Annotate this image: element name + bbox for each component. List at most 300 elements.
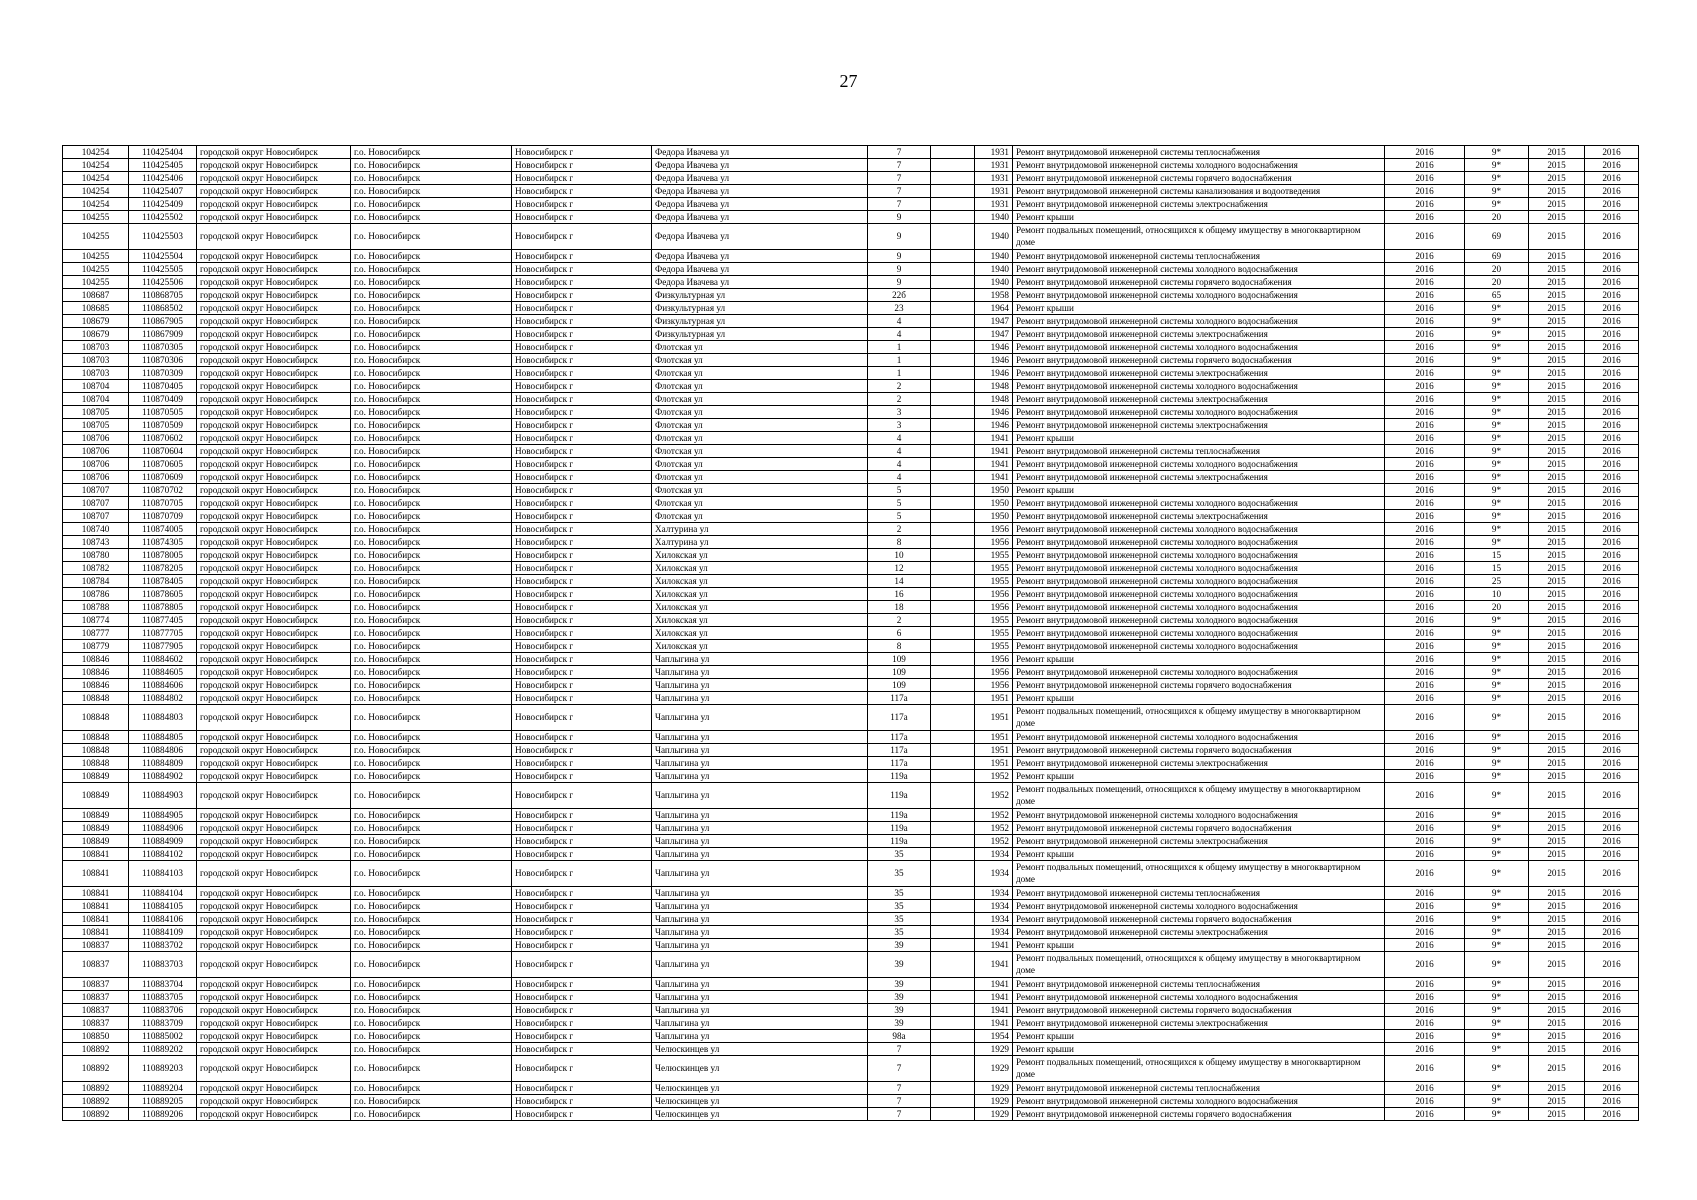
construction-year-cell: 1946 bbox=[975, 406, 1013, 419]
table-row bbox=[63, 445, 1639, 458]
period-start-cell: 2015 bbox=[1529, 146, 1585, 159]
period-end-cell: 2016 bbox=[1585, 848, 1639, 861]
work-type-cell: Ремонт внутридомовой инженерной системы холодного водоснабжения bbox=[1013, 627, 1385, 640]
house-number-cell: 7 bbox=[868, 1056, 931, 1082]
building-cell bbox=[931, 185, 975, 198]
street-cell: Флотская ул bbox=[652, 406, 868, 419]
street-cell: Флотская ул bbox=[652, 354, 868, 367]
construction-year-cell: 1941 bbox=[975, 991, 1013, 1004]
construction-year-cell: 1931 bbox=[975, 159, 1013, 172]
settlement-cell: Новосибирск г bbox=[512, 497, 652, 510]
street-cell: Чаплыгина ул bbox=[652, 705, 868, 731]
house-number-cell: 4 bbox=[868, 432, 931, 445]
period-start-cell: 2015 bbox=[1529, 978, 1585, 991]
period-start-cell: 2015 bbox=[1529, 549, 1585, 562]
work-type-cell: Ремонт внутридомовой инженерной системы холодного водоснабжения bbox=[1013, 341, 1385, 354]
construction-year-cell: 1956 bbox=[975, 523, 1013, 536]
period-start-cell: 2015 bbox=[1529, 887, 1585, 900]
construction-year-cell: 1955 bbox=[975, 640, 1013, 653]
table-row bbox=[63, 419, 1639, 432]
period-end-cell: 2016 bbox=[1585, 406, 1639, 419]
settlement-cell: Новосибирск г bbox=[512, 341, 652, 354]
building-cell bbox=[931, 991, 975, 1004]
period-end-cell: 2016 bbox=[1585, 653, 1639, 666]
table-row bbox=[63, 549, 1639, 562]
cost-cell: 9* bbox=[1465, 809, 1529, 822]
record-id-cell: 108841 bbox=[63, 861, 129, 887]
municipality-cell: городской округ Новосибирск bbox=[197, 601, 351, 614]
work-id-cell: 110874005 bbox=[129, 523, 197, 536]
table-row bbox=[63, 731, 1639, 744]
period-start-cell: 2015 bbox=[1529, 159, 1585, 172]
municipality-cell: городской округ Новосибирск bbox=[197, 861, 351, 887]
house-number-cell: 35 bbox=[868, 848, 931, 861]
settlement-cell: Новосибирск г bbox=[512, 627, 652, 640]
work-type-cell: Ремонт внутридомовой инженерной системы горячего водоснабжения bbox=[1013, 1004, 1385, 1017]
record-id-cell: 108849 bbox=[63, 822, 129, 835]
record-id-cell: 104255 bbox=[63, 211, 129, 224]
house-number-cell: 117а bbox=[868, 731, 931, 744]
house-number-cell: 6 bbox=[868, 627, 931, 640]
urban-district-cell: г.о. Новосибирск bbox=[351, 913, 512, 926]
period-start-cell: 2015 bbox=[1529, 1056, 1585, 1082]
work-id-cell: 110883704 bbox=[129, 978, 197, 991]
house-number-cell: 9 bbox=[868, 276, 931, 289]
plan-year-cell: 2016 bbox=[1385, 484, 1465, 497]
street-cell: Хилокская ул bbox=[652, 562, 868, 575]
urban-district-cell: г.о. Новосибирск bbox=[351, 614, 512, 627]
municipality-cell: городской округ Новосибирск bbox=[197, 419, 351, 432]
construction-year-cell: 1956 bbox=[975, 679, 1013, 692]
work-type-cell: Ремонт внутридомовой инженерной системы холодного водоснабжения bbox=[1013, 458, 1385, 471]
work-id-cell: 110870305 bbox=[129, 341, 197, 354]
municipality-cell: городской округ Новосибирск bbox=[197, 536, 351, 549]
work-id-cell: 110868705 bbox=[129, 289, 197, 302]
street-cell: Хилокская ул bbox=[652, 601, 868, 614]
table-row bbox=[63, 614, 1639, 627]
work-type-cell: Ремонт внутридомовой инженерной системы холодного водоснабжения bbox=[1013, 588, 1385, 601]
work-type-cell: Ремонт внутридомовой инженерной системы горячего водоснабжения bbox=[1013, 276, 1385, 289]
municipality-cell: городской округ Новосибирск bbox=[197, 666, 351, 679]
house-number-cell: 4 bbox=[868, 315, 931, 328]
construction-year-cell: 1940 bbox=[975, 211, 1013, 224]
plan-year-cell: 2016 bbox=[1385, 601, 1465, 614]
building-cell bbox=[931, 640, 975, 653]
construction-year-cell: 1929 bbox=[975, 1056, 1013, 1082]
record-id-cell: 104254 bbox=[63, 172, 129, 185]
plan-year-cell: 2016 bbox=[1385, 393, 1465, 406]
construction-year-cell: 1934 bbox=[975, 900, 1013, 913]
plan-year-cell: 2016 bbox=[1385, 666, 1465, 679]
table-row bbox=[63, 367, 1639, 380]
building-cell bbox=[931, 172, 975, 185]
work-type-cell: Ремонт внутридомовой инженерной системы теплоснабжения bbox=[1013, 445, 1385, 458]
settlement-cell: Новосибирск г bbox=[512, 614, 652, 627]
work-type-cell: Ремонт внутридомовой инженерной системы холодного водоснабжения bbox=[1013, 601, 1385, 614]
municipality-cell: городской округ Новосибирск bbox=[197, 393, 351, 406]
work-id-cell: 110870702 bbox=[129, 484, 197, 497]
work-id-cell: 110878005 bbox=[129, 549, 197, 562]
record-id-cell: 104255 bbox=[63, 250, 129, 263]
table-row bbox=[63, 666, 1639, 679]
plan-year-cell: 2016 bbox=[1385, 1082, 1465, 1095]
work-id-cell: 110884809 bbox=[129, 757, 197, 770]
table-row bbox=[63, 1043, 1639, 1056]
settlement-cell: Новосибирск г bbox=[512, 198, 652, 211]
period-end-cell: 2016 bbox=[1585, 809, 1639, 822]
record-id-cell: 108846 bbox=[63, 666, 129, 679]
building-cell bbox=[931, 1030, 975, 1043]
period-end-cell: 2016 bbox=[1585, 458, 1639, 471]
street-cell: Флотская ул bbox=[652, 432, 868, 445]
period-end-cell: 2016 bbox=[1585, 1004, 1639, 1017]
work-id-cell: 110870705 bbox=[129, 497, 197, 510]
municipality-cell: городской округ Новосибирск bbox=[197, 445, 351, 458]
construction-year-cell: 1951 bbox=[975, 744, 1013, 757]
building-cell bbox=[931, 744, 975, 757]
municipality-cell: городской округ Новосибирск bbox=[197, 640, 351, 653]
record-id-cell: 108706 bbox=[63, 458, 129, 471]
building-cell bbox=[931, 783, 975, 809]
urban-district-cell: г.о. Новосибирск bbox=[351, 705, 512, 731]
work-type-cell: Ремонт подвальных помещений, относящихся к общему имуществу в многоквартирном доме bbox=[1013, 705, 1385, 731]
period-end-cell: 2016 bbox=[1585, 1030, 1639, 1043]
plan-year-cell: 2016 bbox=[1385, 575, 1465, 588]
table-row bbox=[63, 497, 1639, 510]
cost-cell: 9* bbox=[1465, 770, 1529, 783]
period-end-cell: 2016 bbox=[1585, 731, 1639, 744]
settlement-cell: Новосибирск г bbox=[512, 302, 652, 315]
street-cell: Федора Ивачева ул bbox=[652, 185, 868, 198]
cost-cell: 9* bbox=[1465, 159, 1529, 172]
period-end-cell: 2016 bbox=[1585, 1017, 1639, 1030]
urban-district-cell: г.о. Новосибирск bbox=[351, 471, 512, 484]
building-cell bbox=[931, 354, 975, 367]
plan-year-cell: 2016 bbox=[1385, 1043, 1465, 1056]
construction-year-cell: 1934 bbox=[975, 848, 1013, 861]
work-type-cell: Ремонт подвальных помещений, относящихся к общему имуществу в многоквартирном доме bbox=[1013, 1056, 1385, 1082]
record-id-cell: 108786 bbox=[63, 588, 129, 601]
construction-year-cell: 1934 bbox=[975, 913, 1013, 926]
record-id-cell: 108779 bbox=[63, 640, 129, 653]
house-number-cell: 2 bbox=[868, 393, 931, 406]
period-start-cell: 2015 bbox=[1529, 991, 1585, 1004]
period-end-cell: 2016 bbox=[1585, 562, 1639, 575]
urban-district-cell: г.о. Новосибирск bbox=[351, 978, 512, 991]
work-id-cell: 110889206 bbox=[129, 1108, 197, 1121]
cost-cell: 9* bbox=[1465, 458, 1529, 471]
work-type-cell: Ремонт внутридомовой инженерной системы теплоснабжения bbox=[1013, 250, 1385, 263]
period-end-cell: 2016 bbox=[1585, 939, 1639, 952]
period-end-cell: 2016 bbox=[1585, 393, 1639, 406]
street-cell: Флотская ул bbox=[652, 458, 868, 471]
period-end-cell: 2016 bbox=[1585, 1082, 1639, 1095]
house-number-cell: 5 bbox=[868, 484, 931, 497]
construction-year-cell: 1950 bbox=[975, 510, 1013, 523]
cost-cell: 9* bbox=[1465, 497, 1529, 510]
work-id-cell: 110885002 bbox=[129, 1030, 197, 1043]
table-row bbox=[63, 1030, 1639, 1043]
cost-cell: 9* bbox=[1465, 406, 1529, 419]
municipality-cell: городской округ Новосибирск bbox=[197, 1004, 351, 1017]
plan-year-cell: 2016 bbox=[1385, 861, 1465, 887]
record-id-cell: 108687 bbox=[63, 289, 129, 302]
house-number-cell: 39 bbox=[868, 978, 931, 991]
building-cell bbox=[931, 900, 975, 913]
house-number-cell: 35 bbox=[868, 926, 931, 939]
work-type-cell: Ремонт крыши bbox=[1013, 848, 1385, 861]
work-id-cell: 110884605 bbox=[129, 666, 197, 679]
settlement-cell: Новосибирск г bbox=[512, 757, 652, 770]
work-id-cell: 110884104 bbox=[129, 887, 197, 900]
construction-year-cell: 1941 bbox=[975, 1017, 1013, 1030]
urban-district-cell: г.о. Новосибирск bbox=[351, 939, 512, 952]
period-end-cell: 2016 bbox=[1585, 224, 1639, 250]
urban-district-cell: г.о. Новосибирск bbox=[351, 198, 512, 211]
settlement-cell: Новосибирск г bbox=[512, 679, 652, 692]
urban-district-cell: г.о. Новосибирск bbox=[351, 328, 512, 341]
work-type-cell: Ремонт внутридомовой инженерной системы горячего водоснабжения bbox=[1013, 913, 1385, 926]
plan-year-cell: 2016 bbox=[1385, 172, 1465, 185]
plan-year-cell: 2016 bbox=[1385, 328, 1465, 341]
table-row bbox=[63, 1082, 1639, 1095]
urban-district-cell: г.о. Новосибирск bbox=[351, 692, 512, 705]
building-cell bbox=[931, 627, 975, 640]
construction-year-cell: 1931 bbox=[975, 172, 1013, 185]
work-type-cell: Ремонт внутридомовой инженерной системы электроснабжения bbox=[1013, 393, 1385, 406]
record-id-cell: 108837 bbox=[63, 1017, 129, 1030]
period-start-cell: 2015 bbox=[1529, 692, 1585, 705]
record-id-cell: 108782 bbox=[63, 562, 129, 575]
period-start-cell: 2015 bbox=[1529, 913, 1585, 926]
cost-cell: 9* bbox=[1465, 419, 1529, 432]
period-start-cell: 2015 bbox=[1529, 289, 1585, 302]
cost-cell: 9* bbox=[1465, 913, 1529, 926]
work-type-cell: Ремонт крыши bbox=[1013, 692, 1385, 705]
construction-year-cell: 1956 bbox=[975, 601, 1013, 614]
work-type-cell: Ремонт внутридомовой инженерной системы электроснабжения bbox=[1013, 1017, 1385, 1030]
table-row bbox=[63, 159, 1639, 172]
settlement-cell: Новосибирск г bbox=[512, 1082, 652, 1095]
cost-cell: 15 bbox=[1465, 549, 1529, 562]
settlement-cell: Новосибирск г bbox=[512, 510, 652, 523]
municipality-cell: городской округ Новосибирск bbox=[197, 588, 351, 601]
urban-district-cell: г.о. Новосибирск bbox=[351, 315, 512, 328]
settlement-cell: Новосибирск г bbox=[512, 419, 652, 432]
period-end-cell: 2016 bbox=[1585, 744, 1639, 757]
work-type-cell: Ремонт внутридомовой инженерной системы холодного водоснабжения bbox=[1013, 666, 1385, 679]
street-cell: Чаплыгина ул bbox=[652, 913, 868, 926]
record-id-cell: 108892 bbox=[63, 1043, 129, 1056]
street-cell: Флотская ул bbox=[652, 341, 868, 354]
construction-year-cell: 1952 bbox=[975, 809, 1013, 822]
plan-year-cell: 2016 bbox=[1385, 848, 1465, 861]
municipality-cell: городской округ Новосибирск bbox=[197, 900, 351, 913]
plan-year-cell: 2016 bbox=[1385, 185, 1465, 198]
record-id-cell: 104255 bbox=[63, 224, 129, 250]
building-cell bbox=[931, 731, 975, 744]
house-number-cell: 12 bbox=[868, 562, 931, 575]
period-start-cell: 2015 bbox=[1529, 341, 1585, 354]
registry-table bbox=[62, 145, 1639, 1121]
work-id-cell: 110870509 bbox=[129, 419, 197, 432]
settlement-cell: Новосибирск г bbox=[512, 185, 652, 198]
cost-cell: 9* bbox=[1465, 1043, 1529, 1056]
work-type-cell: Ремонт внутридомовой инженерной системы горячего водоснабжения bbox=[1013, 1108, 1385, 1121]
period-start-cell: 2015 bbox=[1529, 276, 1585, 289]
table-row bbox=[63, 757, 1639, 770]
cost-cell: 9* bbox=[1465, 198, 1529, 211]
municipality-cell: городской округ Новосибирск bbox=[197, 731, 351, 744]
settlement-cell: Новосибирск г bbox=[512, 172, 652, 185]
period-start-cell: 2015 bbox=[1529, 510, 1585, 523]
record-id-cell: 108704 bbox=[63, 393, 129, 406]
house-number-cell: 3 bbox=[868, 419, 931, 432]
urban-district-cell: г.о. Новосибирск bbox=[351, 224, 512, 250]
work-id-cell: 110884806 bbox=[129, 744, 197, 757]
period-start-cell: 2015 bbox=[1529, 822, 1585, 835]
settlement-cell: Новосибирск г bbox=[512, 770, 652, 783]
table-row bbox=[63, 770, 1639, 783]
record-id-cell: 104254 bbox=[63, 198, 129, 211]
settlement-cell: Новосибирск г bbox=[512, 809, 652, 822]
record-id-cell: 108849 bbox=[63, 809, 129, 822]
table-row bbox=[63, 406, 1639, 419]
settlement-cell: Новосибирск г bbox=[512, 276, 652, 289]
settlement-cell: Новосибирск г bbox=[512, 822, 652, 835]
building-cell bbox=[931, 406, 975, 419]
settlement-cell: Новосибирск г bbox=[512, 562, 652, 575]
record-id-cell: 108679 bbox=[63, 315, 129, 328]
house-number-cell: 4 bbox=[868, 328, 931, 341]
table-row bbox=[63, 302, 1639, 315]
table-row bbox=[63, 276, 1639, 289]
municipality-cell: городской округ Новосибирск bbox=[197, 705, 351, 731]
construction-year-cell: 1941 bbox=[975, 952, 1013, 978]
settlement-cell: Новосибирск г bbox=[512, 900, 652, 913]
house-number-cell: 109 bbox=[868, 679, 931, 692]
building-cell bbox=[931, 367, 975, 380]
urban-district-cell: г.о. Новосибирск bbox=[351, 510, 512, 523]
work-id-cell: 110867905 bbox=[129, 315, 197, 328]
construction-year-cell: 1941 bbox=[975, 432, 1013, 445]
house-number-cell: 7 bbox=[868, 146, 931, 159]
work-id-cell: 110868502 bbox=[129, 302, 197, 315]
street-cell: Челюскинцев ул bbox=[652, 1108, 868, 1121]
record-id-cell: 108703 bbox=[63, 367, 129, 380]
plan-year-cell: 2016 bbox=[1385, 744, 1465, 757]
work-id-cell: 110874305 bbox=[129, 536, 197, 549]
record-id-cell: 108780 bbox=[63, 549, 129, 562]
record-id-cell: 108706 bbox=[63, 432, 129, 445]
record-id-cell: 108841 bbox=[63, 887, 129, 900]
plan-year-cell: 2016 bbox=[1385, 887, 1465, 900]
work-type-cell: Ремонт внутридомовой инженерной системы электроснабжения bbox=[1013, 471, 1385, 484]
plan-year-cell: 2016 bbox=[1385, 523, 1465, 536]
urban-district-cell: г.о. Новосибирск bbox=[351, 393, 512, 406]
urban-district-cell: г.о. Новосибирск bbox=[351, 809, 512, 822]
record-id-cell: 108848 bbox=[63, 744, 129, 757]
municipality-cell: городской округ Новосибирск bbox=[197, 224, 351, 250]
cost-cell: 9* bbox=[1465, 887, 1529, 900]
settlement-cell: Новосибирск г bbox=[512, 432, 652, 445]
work-type-cell: Ремонт внутридомовой инженерной системы теплоснабжения bbox=[1013, 1082, 1385, 1095]
period-start-cell: 2015 bbox=[1529, 783, 1585, 809]
street-cell: Флотская ул bbox=[652, 367, 868, 380]
street-cell: Чаплыгина ул bbox=[652, 666, 868, 679]
urban-district-cell: г.о. Новосибирск bbox=[351, 276, 512, 289]
table-row bbox=[63, 809, 1639, 822]
settlement-cell: Новосибирск г bbox=[512, 848, 652, 861]
street-cell: Чаплыгина ул bbox=[652, 926, 868, 939]
cost-cell: 9* bbox=[1465, 640, 1529, 653]
work-type-cell: Ремонт внутридомовой инженерной системы холодного водоснабжения bbox=[1013, 549, 1385, 562]
urban-district-cell: г.о. Новосибирск bbox=[351, 289, 512, 302]
period-end-cell: 2016 bbox=[1585, 484, 1639, 497]
street-cell: Чаплыгина ул bbox=[652, 939, 868, 952]
plan-year-cell: 2016 bbox=[1385, 913, 1465, 926]
table-row bbox=[63, 458, 1639, 471]
construction-year-cell: 1956 bbox=[975, 666, 1013, 679]
house-number-cell: 109 bbox=[868, 653, 931, 666]
period-end-cell: 2016 bbox=[1585, 445, 1639, 458]
cost-cell: 9* bbox=[1465, 861, 1529, 887]
cost-cell: 65 bbox=[1465, 289, 1529, 302]
table-row bbox=[63, 679, 1639, 692]
urban-district-cell: г.о. Новосибирск bbox=[351, 367, 512, 380]
municipality-cell: городской округ Новосибирск bbox=[197, 263, 351, 276]
street-cell: Чаплыгина ул bbox=[652, 653, 868, 666]
plan-year-cell: 2016 bbox=[1385, 419, 1465, 432]
plan-year-cell: 2016 bbox=[1385, 276, 1465, 289]
street-cell: Хилокская ул bbox=[652, 614, 868, 627]
plan-year-cell: 2016 bbox=[1385, 614, 1465, 627]
table-row bbox=[63, 510, 1639, 523]
municipality-cell: городской округ Новосибирск bbox=[197, 575, 351, 588]
record-id-cell: 108892 bbox=[63, 1108, 129, 1121]
record-id-cell: 108837 bbox=[63, 952, 129, 978]
construction-year-cell: 1940 bbox=[975, 263, 1013, 276]
period-end-cell: 2016 bbox=[1585, 289, 1639, 302]
work-type-cell: Ремонт внутридомовой инженерной системы горячего водоснабжения bbox=[1013, 679, 1385, 692]
work-id-cell: 110425502 bbox=[129, 211, 197, 224]
work-type-cell: Ремонт крыши bbox=[1013, 432, 1385, 445]
municipality-cell: городской округ Новосибирск bbox=[197, 458, 351, 471]
street-cell: Флотская ул bbox=[652, 419, 868, 432]
plan-year-cell: 2016 bbox=[1385, 952, 1465, 978]
work-id-cell: 110878405 bbox=[129, 575, 197, 588]
building-cell bbox=[931, 484, 975, 497]
table-row bbox=[63, 471, 1639, 484]
record-id-cell: 108777 bbox=[63, 627, 129, 640]
plan-year-cell: 2016 bbox=[1385, 1017, 1465, 1030]
settlement-cell: Новосибирск г bbox=[512, 393, 652, 406]
construction-year-cell: 1941 bbox=[975, 445, 1013, 458]
work-type-cell: Ремонт внутридомовой инженерной системы электроснабжения bbox=[1013, 328, 1385, 341]
table-row bbox=[63, 523, 1639, 536]
building-cell bbox=[931, 575, 975, 588]
municipality-cell: городской округ Новосибирск bbox=[197, 1095, 351, 1108]
street-cell: Флотская ул bbox=[652, 484, 868, 497]
period-start-cell: 2015 bbox=[1529, 575, 1585, 588]
street-cell: Хилокская ул bbox=[652, 575, 868, 588]
street-cell: Чаплыгина ул bbox=[652, 770, 868, 783]
house-number-cell: 9 bbox=[868, 211, 931, 224]
street-cell: Чаплыгина ул bbox=[652, 1030, 868, 1043]
plan-year-cell: 2016 bbox=[1385, 445, 1465, 458]
building-cell bbox=[931, 419, 975, 432]
period-end-cell: 2016 bbox=[1585, 536, 1639, 549]
